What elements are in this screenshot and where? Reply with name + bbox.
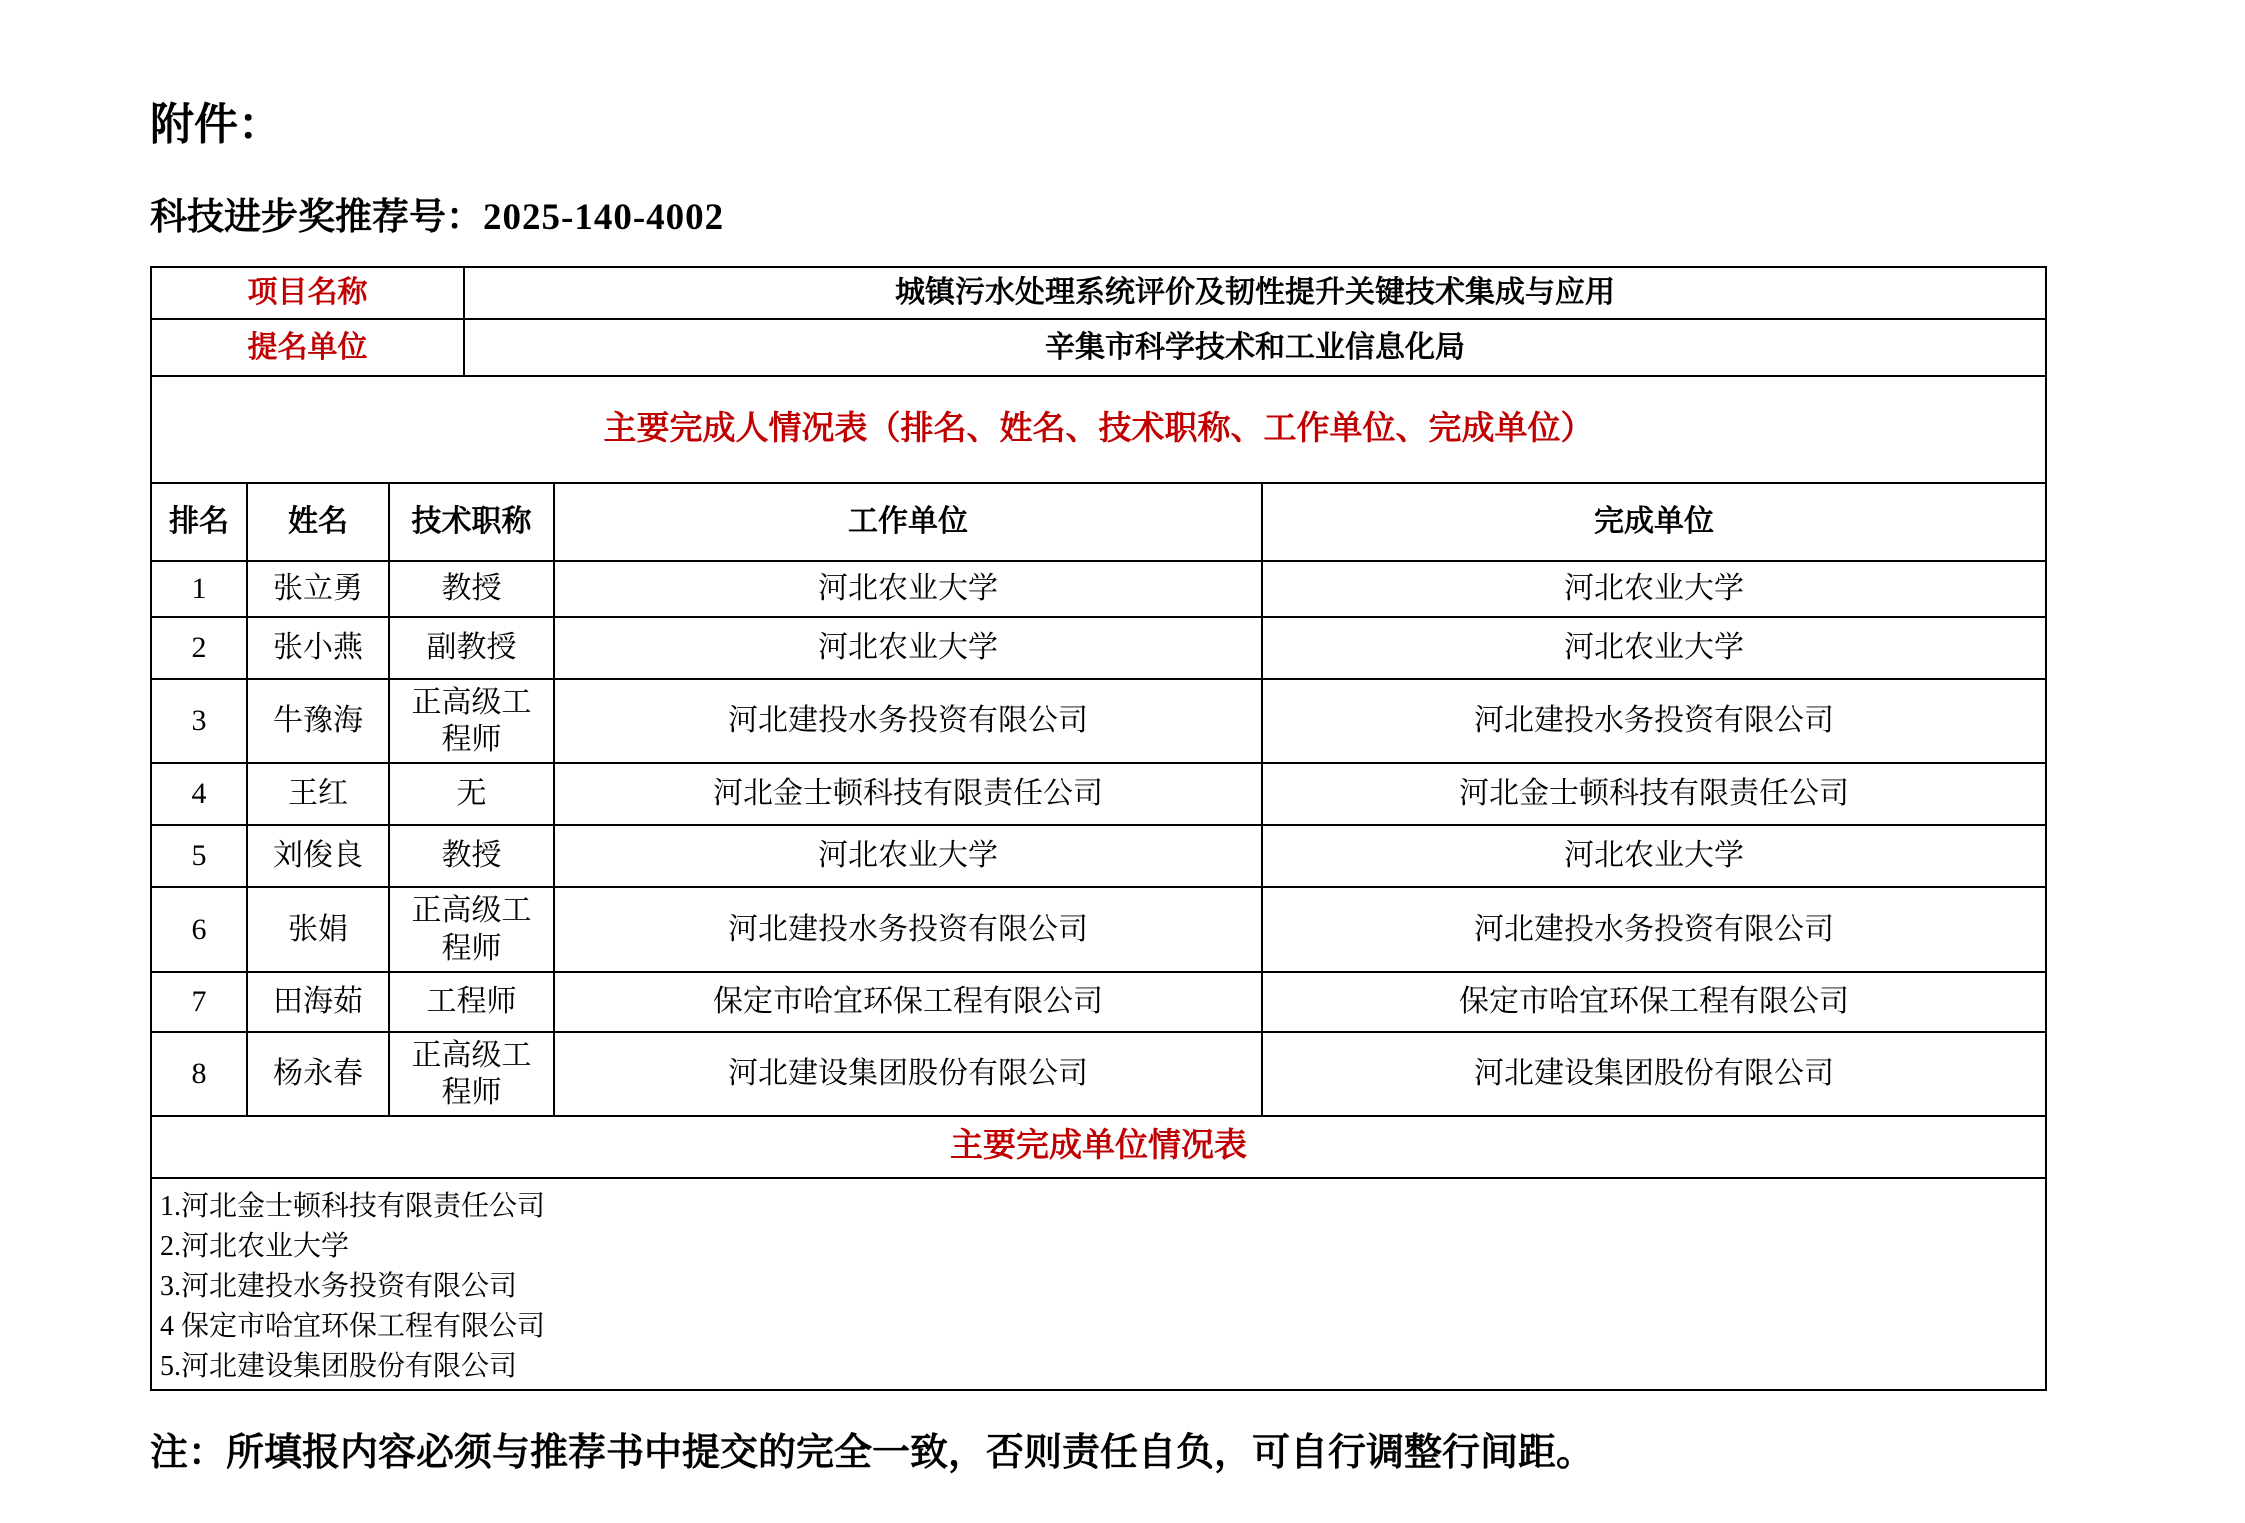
header-work-unit: 工作单位 — [555, 484, 1263, 560]
table-row — [152, 678, 2045, 762]
table-row — [152, 560, 2045, 616]
units-list-row — [152, 1177, 2045, 1389]
cell-completion-unit: 河北建投水务投资有限公司 — [1474, 704, 1834, 738]
cell-tech-title: 教授 — [390, 826, 555, 886]
cell-name: 刘俊良 — [248, 826, 390, 886]
completers-header-row — [152, 482, 2045, 560]
cell-rank: 3 — [152, 680, 248, 762]
cell-work-unit: 河北金士顿科技有限责任公司 — [555, 764, 1263, 824]
header-name: 姓名 — [248, 484, 390, 560]
cell-name: 张娟 — [248, 888, 390, 971]
cell-work-unit: 河北建设集团股份有限公司 — [555, 1033, 1263, 1115]
table-row — [152, 1031, 2045, 1115]
cell-completion-unit: 河北农业大学 — [1564, 572, 1744, 606]
cell-name: 田海茹 — [248, 973, 390, 1031]
units-section-title: 主要完成单位情况表 — [950, 1128, 1247, 1165]
cell-work-unit: 河北建投水务投资有限公司 — [555, 680, 1263, 762]
cell-work-unit: 河北农业大学 — [555, 618, 1263, 678]
cell-work-unit: 河北农业大学 — [555, 826, 1263, 886]
cell-name: 张立勇 — [248, 562, 390, 616]
cell-rank: 6 — [152, 888, 248, 971]
cell-rank: 4 — [152, 764, 248, 824]
cell-work-unit: 河北建投水务投资有限公司 — [555, 888, 1263, 971]
cell-rank: 7 — [152, 973, 248, 1031]
header-tech-title: 技术职称 — [390, 484, 555, 560]
unit-item: 4 保定市哈宜环保工程有限公司 — [160, 1311, 546, 1342]
recommendation-number: 2025-140-4002 — [483, 197, 725, 238]
cell-name: 王红 — [248, 764, 390, 824]
cell-rank: 1 — [152, 562, 248, 616]
table-row — [152, 762, 2045, 824]
table-row — [152, 616, 2045, 678]
cell-work-unit: 保定市哈宜环保工程有限公司 — [555, 973, 1263, 1031]
completers-section-title: 主要完成人情况表（排名、姓名、技术职称、工作单位、完成单位） — [603, 410, 1594, 447]
cell-rank: 2 — [152, 618, 248, 678]
recommendation-label: 科技进步奖推荐号： — [150, 197, 483, 238]
cell-name: 张小燕 — [248, 618, 390, 678]
units-list — [152, 1179, 2045, 1389]
unit-item: 3.河北建投水务投资有限公司 — [160, 1271, 518, 1302]
units-title-row — [152, 1115, 2045, 1177]
cell-tech-title: 正高级工程师 — [390, 888, 555, 971]
unit-item: 2.河北农业大学 — [160, 1231, 350, 1262]
doc-title — [150, 186, 2047, 240]
cell-tech-title: 工程师 — [390, 973, 555, 1031]
footer-note: 注：所填报内容必须与推荐书中提交的完全一致，否则责任自负，可自行调整行间距。 — [150, 1432, 1595, 1474]
cell-tech-title: 正高级工程师 — [390, 1033, 555, 1115]
unit-item: 5.河北建设集团股份有限公司 — [160, 1351, 518, 1382]
table-row — [152, 886, 2045, 971]
cell-tech-title: 无 — [390, 764, 555, 824]
unit-item: 1.河北金士顿科技有限责任公司 — [160, 1191, 546, 1222]
cell-work-unit: 河北农业大学 — [555, 562, 1263, 616]
cell-tech-title: 正高级工程师 — [390, 680, 555, 762]
nominator-value: 辛集市科学技术和工业信息化局 — [1045, 330, 1465, 364]
cell-tech-title: 教授 — [390, 562, 555, 616]
project-name-label: 项目名称 — [152, 268, 465, 318]
cell-tech-title: 副教授 — [390, 618, 555, 678]
cell-rank: 5 — [152, 826, 248, 886]
cell-completion-unit: 河北农业大学 — [1564, 839, 1744, 873]
table-row — [152, 824, 2045, 886]
nominator-row — [152, 318, 2045, 375]
project-name-value: 城镇污水处理系统评价及韧性提升关键技术集成与应用 — [895, 276, 1615, 310]
project-name-row — [152, 268, 2045, 318]
completers-title-row — [152, 375, 2045, 482]
award-table — [150, 266, 2047, 1391]
header-rank: 排名 — [152, 484, 248, 560]
cell-rank: 8 — [152, 1033, 248, 1115]
document-page — [150, 0, 2047, 1476]
cell-completion-unit: 河北建投水务投资有限公司 — [1474, 912, 1834, 946]
header-completion-unit: 完成单位 — [1594, 505, 1714, 539]
attachment-label: 附件： — [150, 100, 282, 149]
cell-completion-unit: 河北建设集团股份有限公司 — [1474, 1057, 1834, 1091]
table-row — [152, 971, 2045, 1031]
cell-completion-unit: 河北农业大学 — [1564, 631, 1744, 665]
cell-name: 杨永春 — [248, 1033, 390, 1115]
cell-name: 牛豫海 — [248, 680, 390, 762]
nominator-label: 提名单位 — [152, 320, 465, 375]
cell-completion-unit: 保定市哈宜环保工程有限公司 — [1459, 985, 1849, 1019]
cell-completion-unit: 河北金士顿科技有限责任公司 — [1459, 777, 1849, 811]
